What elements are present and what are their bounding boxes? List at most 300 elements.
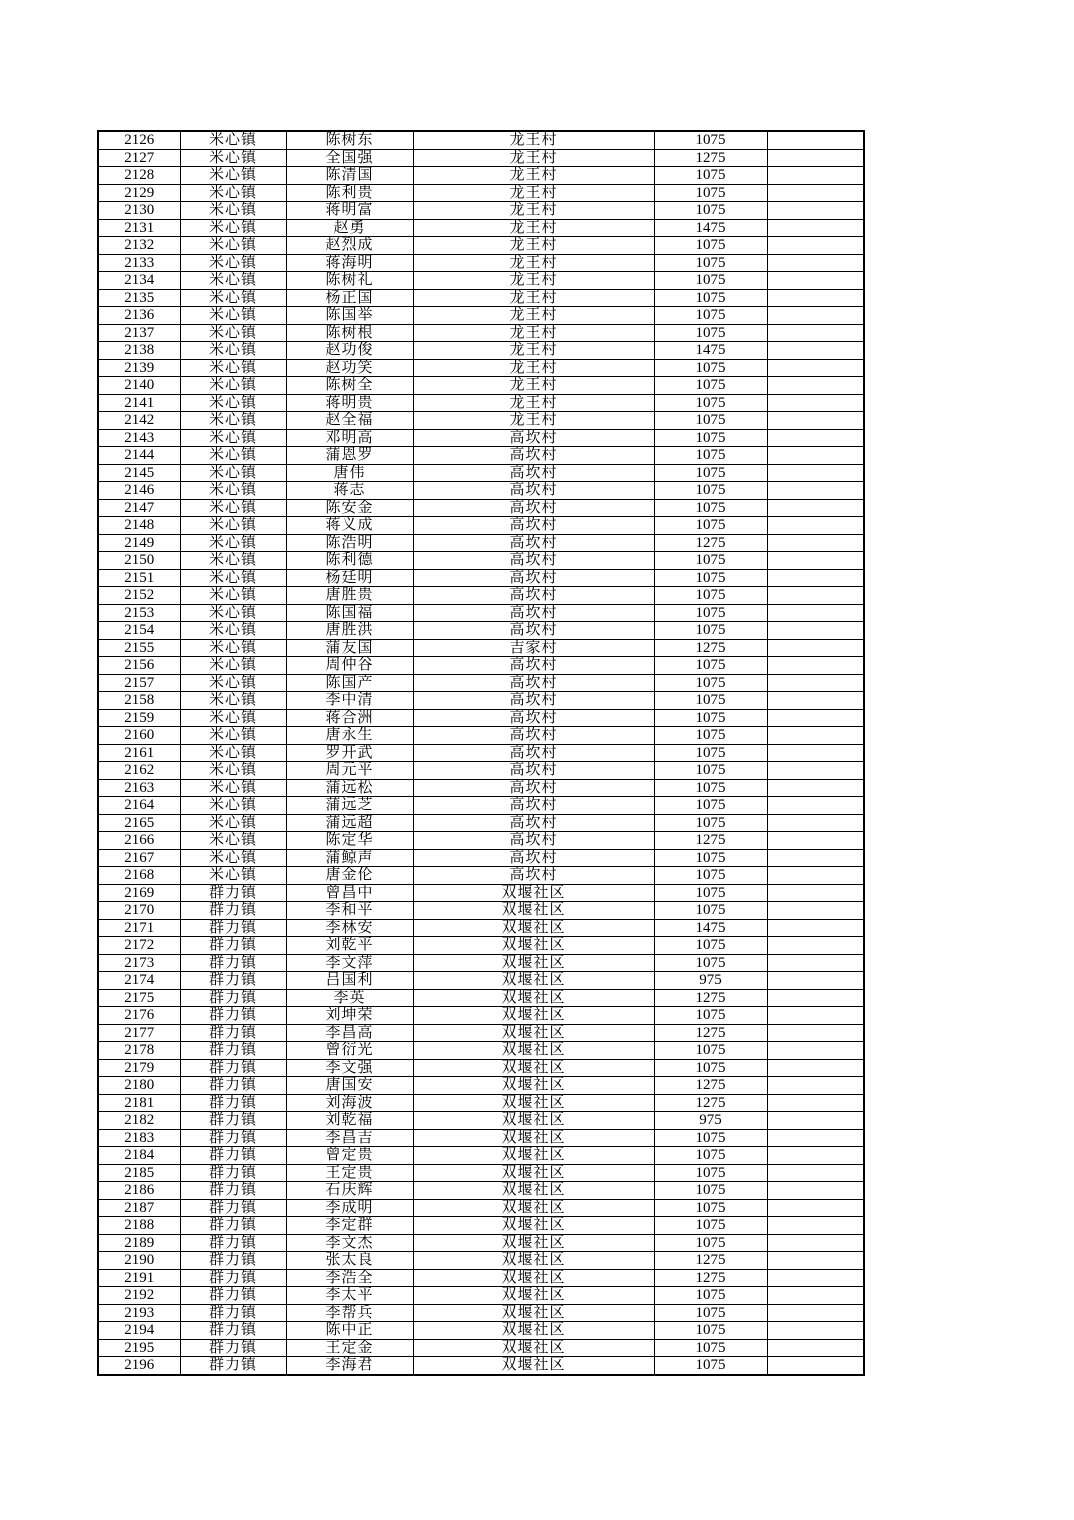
amount-cell: 1275 bbox=[654, 639, 767, 657]
name-cell: 陈浩明 bbox=[286, 534, 413, 552]
note-cell bbox=[767, 639, 864, 657]
name-cell: 陈国举 bbox=[286, 307, 413, 325]
table-row bbox=[98, 149, 864, 167]
amount-cell: 1075 bbox=[654, 1304, 767, 1322]
village-cell: 龙王村 bbox=[413, 342, 654, 360]
town-cell: 群力镇 bbox=[180, 1252, 286, 1270]
town-cell: 米心镇 bbox=[180, 412, 286, 430]
table-row bbox=[98, 1199, 864, 1217]
village-cell: 高坎村 bbox=[413, 744, 654, 762]
note-cell bbox=[767, 307, 864, 325]
note-cell bbox=[767, 1077, 864, 1095]
table-row bbox=[98, 412, 864, 430]
village-cell: 高坎村 bbox=[413, 709, 654, 727]
village-cell: 吉家村 bbox=[413, 639, 654, 657]
note-cell bbox=[767, 1287, 864, 1305]
name-cell: 蒋海明 bbox=[286, 254, 413, 272]
row-number-cell: 2135 bbox=[98, 289, 180, 307]
town-cell: 米心镇 bbox=[180, 272, 286, 290]
name-cell: 曾昌中 bbox=[286, 884, 413, 902]
amount-cell: 1075 bbox=[654, 131, 767, 149]
row-number-cell: 2182 bbox=[98, 1112, 180, 1130]
name-cell: 蒲远超 bbox=[286, 814, 413, 832]
note-cell bbox=[767, 1164, 864, 1182]
row-number-cell: 2137 bbox=[98, 324, 180, 342]
village-cell: 高坎村 bbox=[413, 832, 654, 850]
name-cell: 李中清 bbox=[286, 692, 413, 710]
amount-cell: 1075 bbox=[654, 709, 767, 727]
village-cell: 双堰社区 bbox=[413, 1164, 654, 1182]
table-row bbox=[98, 359, 864, 377]
table-row bbox=[98, 289, 864, 307]
town-cell: 米心镇 bbox=[180, 849, 286, 867]
village-cell: 龙王村 bbox=[413, 202, 654, 220]
name-cell: 陈利贵 bbox=[286, 184, 413, 202]
note-cell bbox=[767, 902, 864, 920]
row-number-cell: 2150 bbox=[98, 552, 180, 570]
village-cell: 高坎村 bbox=[413, 849, 654, 867]
row-number-cell: 2136 bbox=[98, 307, 180, 325]
town-cell: 群力镇 bbox=[180, 937, 286, 955]
town-cell: 米心镇 bbox=[180, 674, 286, 692]
note-cell bbox=[767, 272, 864, 290]
town-cell: 群力镇 bbox=[180, 902, 286, 920]
town-cell: 米心镇 bbox=[180, 149, 286, 167]
village-cell: 双堰社区 bbox=[413, 1339, 654, 1357]
note-cell bbox=[767, 131, 864, 149]
amount-cell: 1075 bbox=[654, 867, 767, 885]
table-row bbox=[98, 1164, 864, 1182]
village-cell: 双堰社区 bbox=[413, 1217, 654, 1235]
row-number-cell: 2166 bbox=[98, 832, 180, 850]
row-number-cell: 2172 bbox=[98, 937, 180, 955]
row-number-cell: 2196 bbox=[98, 1357, 180, 1375]
note-cell bbox=[767, 849, 864, 867]
table-row bbox=[98, 832, 864, 850]
town-cell: 米心镇 bbox=[180, 429, 286, 447]
row-number-cell: 2179 bbox=[98, 1059, 180, 1077]
table-row bbox=[98, 1112, 864, 1130]
row-number-cell: 2189 bbox=[98, 1234, 180, 1252]
village-cell: 高坎村 bbox=[413, 727, 654, 745]
village-cell: 龙王村 bbox=[413, 131, 654, 149]
town-cell: 米心镇 bbox=[180, 131, 286, 149]
amount-cell: 1275 bbox=[654, 832, 767, 850]
table-row bbox=[98, 1024, 864, 1042]
village-cell: 高坎村 bbox=[413, 779, 654, 797]
name-cell: 罗开武 bbox=[286, 744, 413, 762]
row-number-cell: 2177 bbox=[98, 1024, 180, 1042]
note-cell bbox=[767, 1252, 864, 1270]
amount-cell: 1275 bbox=[654, 534, 767, 552]
note-cell bbox=[767, 972, 864, 990]
name-cell: 唐胜洪 bbox=[286, 622, 413, 640]
note-cell bbox=[767, 657, 864, 675]
amount-cell: 1075 bbox=[654, 1322, 767, 1340]
village-cell: 双堰社区 bbox=[413, 1024, 654, 1042]
village-cell: 双堰社区 bbox=[413, 1287, 654, 1305]
amount-cell: 1075 bbox=[654, 902, 767, 920]
name-cell: 刘乾平 bbox=[286, 937, 413, 955]
amount-cell: 1075 bbox=[654, 324, 767, 342]
name-cell: 周元平 bbox=[286, 762, 413, 780]
row-number-cell: 2171 bbox=[98, 919, 180, 937]
name-cell: 李昌吉 bbox=[286, 1129, 413, 1147]
village-cell: 双堰社区 bbox=[413, 1059, 654, 1077]
table-row bbox=[98, 867, 864, 885]
town-cell: 米心镇 bbox=[180, 744, 286, 762]
table-row bbox=[98, 307, 864, 325]
amount-cell: 1075 bbox=[654, 814, 767, 832]
note-cell bbox=[767, 552, 864, 570]
table-row bbox=[98, 552, 864, 570]
table-row bbox=[98, 972, 864, 990]
town-cell: 群力镇 bbox=[180, 1269, 286, 1287]
town-cell: 米心镇 bbox=[180, 692, 286, 710]
row-number-cell: 2142 bbox=[98, 412, 180, 430]
village-cell: 高坎村 bbox=[413, 692, 654, 710]
town-cell: 群力镇 bbox=[180, 1322, 286, 1340]
town-cell: 米心镇 bbox=[180, 517, 286, 535]
note-cell bbox=[767, 744, 864, 762]
table-row bbox=[98, 849, 864, 867]
village-cell: 双堰社区 bbox=[413, 989, 654, 1007]
note-cell bbox=[767, 1199, 864, 1217]
row-number-cell: 2191 bbox=[98, 1269, 180, 1287]
row-number-cell: 2130 bbox=[98, 202, 180, 220]
village-cell: 高坎村 bbox=[413, 674, 654, 692]
name-cell: 陈树东 bbox=[286, 131, 413, 149]
note-cell bbox=[767, 569, 864, 587]
village-cell: 高坎村 bbox=[413, 604, 654, 622]
row-number-cell: 2154 bbox=[98, 622, 180, 640]
row-number-cell: 2148 bbox=[98, 517, 180, 535]
village-cell: 双堰社区 bbox=[413, 919, 654, 937]
note-cell bbox=[767, 1094, 864, 1112]
row-number-cell: 2145 bbox=[98, 464, 180, 482]
table-row bbox=[98, 237, 864, 255]
name-cell: 陈清国 bbox=[286, 167, 413, 185]
town-cell: 米心镇 bbox=[180, 219, 286, 237]
note-cell bbox=[767, 1339, 864, 1357]
table-row bbox=[98, 692, 864, 710]
row-number-cell: 2132 bbox=[98, 237, 180, 255]
amount-cell: 1075 bbox=[654, 1129, 767, 1147]
town-cell: 米心镇 bbox=[180, 377, 286, 395]
amount-cell: 1075 bbox=[654, 1147, 767, 1165]
amount-cell: 1275 bbox=[654, 1094, 767, 1112]
village-cell: 双堰社区 bbox=[413, 1269, 654, 1287]
name-cell: 赵功笑 bbox=[286, 359, 413, 377]
town-cell: 米心镇 bbox=[180, 867, 286, 885]
town-cell: 米心镇 bbox=[180, 814, 286, 832]
amount-cell: 1075 bbox=[654, 797, 767, 815]
note-cell bbox=[767, 989, 864, 1007]
village-cell: 双堰社区 bbox=[413, 1007, 654, 1025]
row-number-cell: 2156 bbox=[98, 657, 180, 675]
name-cell: 赵全福 bbox=[286, 412, 413, 430]
note-cell bbox=[767, 727, 864, 745]
name-cell: 赵功俊 bbox=[286, 342, 413, 360]
village-cell: 龙王村 bbox=[413, 289, 654, 307]
name-cell: 蒲友国 bbox=[286, 639, 413, 657]
note-cell bbox=[767, 692, 864, 710]
amount-cell: 1275 bbox=[654, 1077, 767, 1095]
village-cell: 双堰社区 bbox=[413, 1182, 654, 1200]
town-cell: 米心镇 bbox=[180, 709, 286, 727]
village-cell: 双堰社区 bbox=[413, 972, 654, 990]
table-row bbox=[98, 989, 864, 1007]
town-cell: 米心镇 bbox=[180, 237, 286, 255]
town-cell: 群力镇 bbox=[180, 972, 286, 990]
row-number-cell: 2143 bbox=[98, 429, 180, 447]
name-cell: 唐国安 bbox=[286, 1077, 413, 1095]
table-row bbox=[98, 744, 864, 762]
town-cell: 米心镇 bbox=[180, 622, 286, 640]
table-row bbox=[98, 1059, 864, 1077]
table-row bbox=[98, 429, 864, 447]
amount-cell: 1075 bbox=[654, 482, 767, 500]
table-row bbox=[98, 272, 864, 290]
town-cell: 群力镇 bbox=[180, 989, 286, 1007]
town-cell: 群力镇 bbox=[180, 1007, 286, 1025]
row-number-cell: 2185 bbox=[98, 1164, 180, 1182]
name-cell: 陈利德 bbox=[286, 552, 413, 570]
village-cell: 高坎村 bbox=[413, 867, 654, 885]
amount-cell: 1075 bbox=[654, 569, 767, 587]
village-cell: 双堰社区 bbox=[413, 1304, 654, 1322]
town-cell: 群力镇 bbox=[180, 1129, 286, 1147]
name-cell: 王定贵 bbox=[286, 1164, 413, 1182]
village-cell: 高坎村 bbox=[413, 569, 654, 587]
note-cell bbox=[767, 254, 864, 272]
name-cell: 陈树礼 bbox=[286, 272, 413, 290]
table-row bbox=[98, 919, 864, 937]
amount-cell: 1075 bbox=[654, 517, 767, 535]
name-cell: 张太良 bbox=[286, 1252, 413, 1270]
village-cell: 龙王村 bbox=[413, 359, 654, 377]
town-cell: 米心镇 bbox=[180, 779, 286, 797]
note-cell bbox=[767, 709, 864, 727]
table-row bbox=[98, 1077, 864, 1095]
row-number-cell: 2133 bbox=[98, 254, 180, 272]
village-cell: 高坎村 bbox=[413, 657, 654, 675]
row-number-cell: 2190 bbox=[98, 1252, 180, 1270]
note-cell bbox=[767, 797, 864, 815]
amount-cell: 1075 bbox=[654, 762, 767, 780]
row-number-cell: 2176 bbox=[98, 1007, 180, 1025]
table-row bbox=[98, 954, 864, 972]
amount-cell: 1275 bbox=[654, 1269, 767, 1287]
table-row bbox=[98, 1357, 864, 1375]
town-cell: 米心镇 bbox=[180, 394, 286, 412]
amount-cell: 1075 bbox=[654, 692, 767, 710]
town-cell: 米心镇 bbox=[180, 289, 286, 307]
village-cell: 高坎村 bbox=[413, 534, 654, 552]
amount-cell: 1075 bbox=[654, 657, 767, 675]
row-number-cell: 2129 bbox=[98, 184, 180, 202]
town-cell: 米心镇 bbox=[180, 464, 286, 482]
name-cell: 陈国福 bbox=[286, 604, 413, 622]
note-cell bbox=[767, 377, 864, 395]
town-cell: 群力镇 bbox=[180, 1339, 286, 1357]
note-cell bbox=[767, 184, 864, 202]
row-number-cell: 2151 bbox=[98, 569, 180, 587]
note-cell bbox=[767, 1007, 864, 1025]
name-cell: 李定群 bbox=[286, 1217, 413, 1235]
table-row bbox=[98, 709, 864, 727]
town-cell: 米心镇 bbox=[180, 534, 286, 552]
amount-cell: 1075 bbox=[654, 1042, 767, 1060]
table-row bbox=[98, 1182, 864, 1200]
name-cell: 陈树全 bbox=[286, 377, 413, 395]
row-number-cell: 2126 bbox=[98, 131, 180, 149]
note-cell bbox=[767, 499, 864, 517]
table-row bbox=[98, 1007, 864, 1025]
table-row bbox=[98, 1094, 864, 1112]
note-cell bbox=[767, 1182, 864, 1200]
note-cell bbox=[767, 359, 864, 377]
amount-cell: 1075 bbox=[654, 1357, 767, 1375]
name-cell: 吕国利 bbox=[286, 972, 413, 990]
table-row bbox=[98, 1322, 864, 1340]
table-row bbox=[98, 534, 864, 552]
row-number-cell: 2144 bbox=[98, 447, 180, 465]
name-cell: 杨正国 bbox=[286, 289, 413, 307]
note-cell bbox=[767, 762, 864, 780]
table-row bbox=[98, 604, 864, 622]
town-cell: 群力镇 bbox=[180, 1357, 286, 1375]
row-number-cell: 2152 bbox=[98, 587, 180, 605]
table-body bbox=[98, 131, 864, 1375]
town-cell: 群力镇 bbox=[180, 954, 286, 972]
village-cell: 高坎村 bbox=[413, 587, 654, 605]
table-row bbox=[98, 464, 864, 482]
amount-cell: 1075 bbox=[654, 447, 767, 465]
note-cell bbox=[767, 1269, 864, 1287]
row-number-cell: 2184 bbox=[98, 1147, 180, 1165]
note-cell bbox=[767, 1059, 864, 1077]
name-cell: 李帮兵 bbox=[286, 1304, 413, 1322]
note-cell bbox=[767, 1322, 864, 1340]
amount-cell: 1075 bbox=[654, 202, 767, 220]
note-cell bbox=[767, 342, 864, 360]
name-cell: 李浩全 bbox=[286, 1269, 413, 1287]
amount-cell: 1075 bbox=[654, 1217, 767, 1235]
table-row bbox=[98, 377, 864, 395]
note-cell bbox=[767, 604, 864, 622]
table-row bbox=[98, 569, 864, 587]
row-number-cell: 2187 bbox=[98, 1199, 180, 1217]
amount-cell: 1075 bbox=[654, 254, 767, 272]
town-cell: 米心镇 bbox=[180, 569, 286, 587]
table-row bbox=[98, 219, 864, 237]
town-cell: 米心镇 bbox=[180, 587, 286, 605]
name-cell: 唐金伦 bbox=[286, 867, 413, 885]
town-cell: 群力镇 bbox=[180, 1147, 286, 1165]
town-cell: 米心镇 bbox=[180, 499, 286, 517]
amount-cell: 1075 bbox=[654, 289, 767, 307]
village-cell: 高坎村 bbox=[413, 464, 654, 482]
table-row bbox=[98, 779, 864, 797]
row-number-cell: 2131 bbox=[98, 219, 180, 237]
village-cell: 双堰社区 bbox=[413, 1234, 654, 1252]
row-number-cell: 2161 bbox=[98, 744, 180, 762]
name-cell: 李太平 bbox=[286, 1287, 413, 1305]
table-row bbox=[98, 622, 864, 640]
table-row bbox=[98, 184, 864, 202]
village-cell: 双堰社区 bbox=[413, 1094, 654, 1112]
town-cell: 米心镇 bbox=[180, 359, 286, 377]
note-cell bbox=[767, 202, 864, 220]
amount-cell: 1075 bbox=[654, 499, 767, 517]
amount-cell: 1075 bbox=[654, 377, 767, 395]
note-cell bbox=[767, 1357, 864, 1375]
note-cell bbox=[767, 482, 864, 500]
amount-cell: 1075 bbox=[654, 779, 767, 797]
row-number-cell: 2165 bbox=[98, 814, 180, 832]
name-cell: 陈安金 bbox=[286, 499, 413, 517]
name-cell: 杨廷明 bbox=[286, 569, 413, 587]
note-cell bbox=[767, 429, 864, 447]
note-cell bbox=[767, 324, 864, 342]
row-number-cell: 2195 bbox=[98, 1339, 180, 1357]
name-cell: 王定金 bbox=[286, 1339, 413, 1357]
village-cell: 高坎村 bbox=[413, 482, 654, 500]
row-number-cell: 2167 bbox=[98, 849, 180, 867]
name-cell: 陈树根 bbox=[286, 324, 413, 342]
table-row bbox=[98, 674, 864, 692]
note-cell bbox=[767, 674, 864, 692]
amount-cell: 975 bbox=[654, 1112, 767, 1130]
note-cell bbox=[767, 149, 864, 167]
table-row bbox=[98, 131, 864, 149]
name-cell: 全国强 bbox=[286, 149, 413, 167]
table-row bbox=[98, 447, 864, 465]
note-cell bbox=[767, 867, 864, 885]
table-row bbox=[98, 324, 864, 342]
village-cell: 高坎村 bbox=[413, 622, 654, 640]
village-cell: 龙王村 bbox=[413, 167, 654, 185]
village-cell: 龙王村 bbox=[413, 412, 654, 430]
note-cell bbox=[767, 622, 864, 640]
amount-cell: 1075 bbox=[654, 1199, 767, 1217]
note-cell bbox=[767, 814, 864, 832]
name-cell: 蒲远芝 bbox=[286, 797, 413, 815]
row-number-cell: 2164 bbox=[98, 797, 180, 815]
name-cell: 石庆辉 bbox=[286, 1182, 413, 1200]
row-number-cell: 2181 bbox=[98, 1094, 180, 1112]
village-cell: 龙王村 bbox=[413, 307, 654, 325]
amount-cell: 1075 bbox=[654, 237, 767, 255]
name-cell: 陈中正 bbox=[286, 1322, 413, 1340]
row-number-cell: 2162 bbox=[98, 762, 180, 780]
note-cell bbox=[767, 1217, 864, 1235]
village-cell: 双堰社区 bbox=[413, 1147, 654, 1165]
name-cell: 周仲谷 bbox=[286, 657, 413, 675]
table-row bbox=[98, 657, 864, 675]
amount-cell: 1475 bbox=[654, 219, 767, 237]
amount-cell: 1075 bbox=[654, 1007, 767, 1025]
row-number-cell: 2138 bbox=[98, 342, 180, 360]
town-cell: 米心镇 bbox=[180, 324, 286, 342]
table-row bbox=[98, 1269, 864, 1287]
town-cell: 群力镇 bbox=[180, 884, 286, 902]
amount-cell: 975 bbox=[654, 972, 767, 990]
note-cell bbox=[767, 1042, 864, 1060]
amount-cell: 1075 bbox=[654, 604, 767, 622]
amount-cell: 1075 bbox=[654, 464, 767, 482]
